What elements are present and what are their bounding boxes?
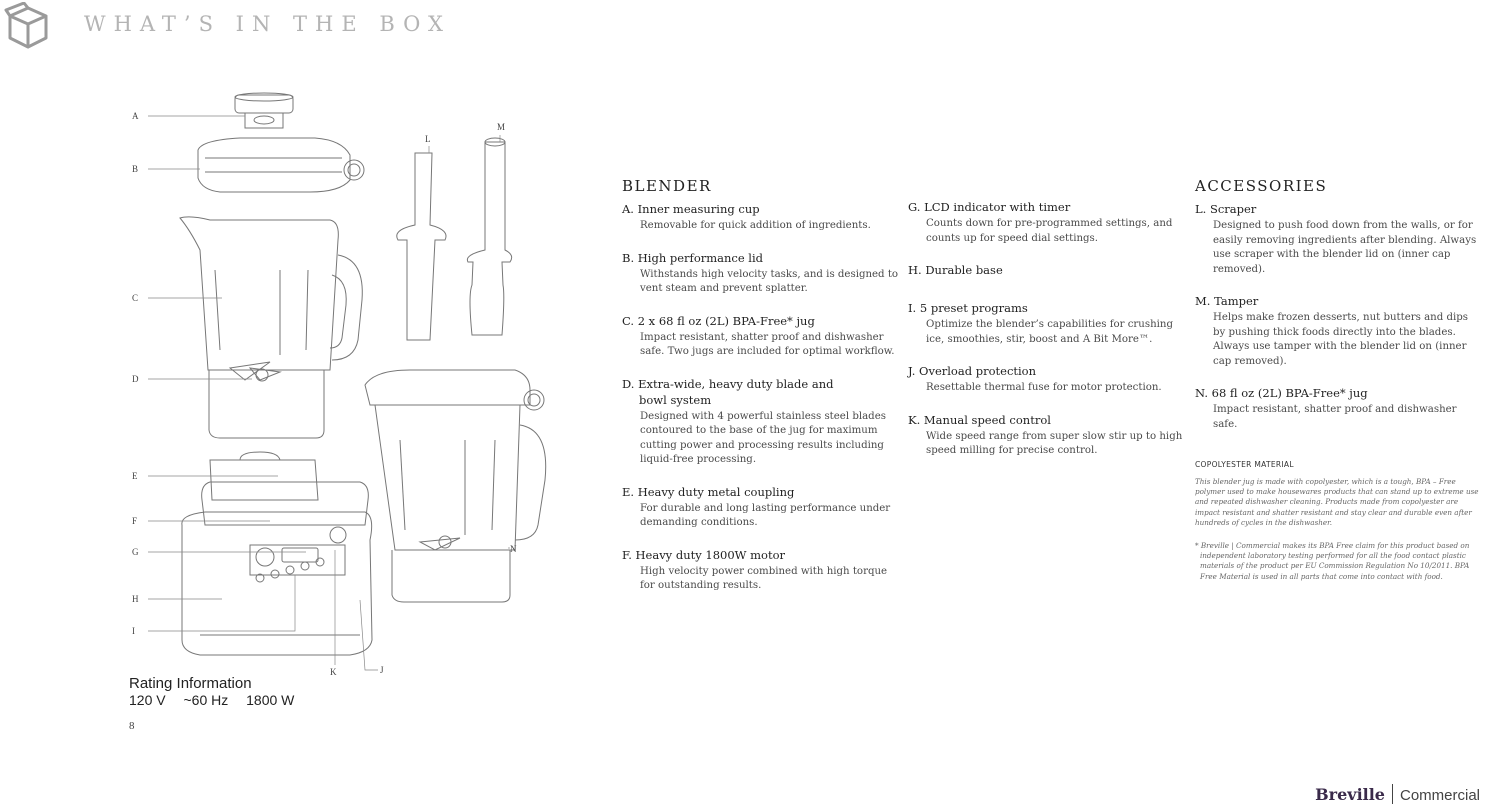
item-desc: Impact resistant, shatter proof and dishwasher safe. xyxy=(1213,404,1457,430)
item-title: B. High performance lid xyxy=(622,250,764,265)
item-title: H. Durable base xyxy=(908,263,1003,277)
item-title-line1: D. Extra-wide, heavy duty blade and xyxy=(622,376,834,391)
item-desc: Resettable thermal fuse for motor protection. xyxy=(926,382,1162,393)
list-item xyxy=(622,376,902,468)
diagram-label-a: A xyxy=(132,111,139,121)
page-title: WHAT’S IN THE BOX xyxy=(84,12,451,36)
rating-title: Rating Information xyxy=(129,675,252,692)
item-title: M. Tamper xyxy=(1195,294,1259,308)
item-desc: Withstands high velocity tasks, and is designed to vent steam and prevent splatter. xyxy=(640,268,899,294)
item-desc: High velocity power combined with high torque for outstanding results. xyxy=(640,565,888,591)
blender-diagram xyxy=(110,80,570,684)
diagram-label-b: B xyxy=(132,164,139,174)
list-item xyxy=(1195,385,1480,432)
list-item xyxy=(622,250,902,297)
list-item xyxy=(622,313,902,360)
rating-values xyxy=(129,692,308,708)
brand-sub: Commercial xyxy=(1399,787,1480,804)
item-title: C. 2 x 68 fl oz (2L) BPA-Free* jug xyxy=(622,313,815,328)
item-title: A. Inner measuring cup xyxy=(622,202,760,216)
page-number: 8 xyxy=(129,720,135,732)
diagram-label-j: J xyxy=(380,665,384,675)
rating-voltage: 120 V xyxy=(129,692,166,708)
copolyester-heading: COPOLYESTER MATERIAL xyxy=(1195,460,1294,469)
diagram-label-m: M xyxy=(497,122,506,132)
list-item xyxy=(908,300,1188,347)
blender-heading: BLENDER xyxy=(622,177,712,195)
list-item xyxy=(1195,201,1480,277)
item-desc: Optimize the blender’s capabilities for crushing ice, smoothies, stir, boost and A Bit More™. xyxy=(926,319,1173,345)
rating-frequency: ~60 Hz xyxy=(183,692,229,708)
diagram-label-f: F xyxy=(132,516,138,526)
bpa-footnote: * Breville | Commercial makes its BPA Free claim for this product based on independent laboratory testing performed for all the food contact plastic materials of the product per EU Commission Regulation No 10/2011. BPA Free Material is used in all parts that come into contact with food. xyxy=(1195,541,1470,581)
item-title: N. 68 fl oz (2L) BPA-Free* jug xyxy=(1195,386,1368,400)
accessories-section xyxy=(1195,177,1480,582)
diagram-label-i: I xyxy=(132,626,135,636)
item-desc: Removable for quick addition of ingredients. xyxy=(640,220,871,231)
item-desc: For durable and long lasting performance under demanding conditions. xyxy=(640,502,891,528)
list-item xyxy=(622,484,902,531)
item-desc: Helps make frozen desserts, nut butters and dips by pushing thick foods directly into the blades. Always use tamper with the blender lid on (inner cap removed). xyxy=(1213,312,1469,367)
list-item xyxy=(1195,293,1480,369)
item-title: E. Heavy duty metal coupling xyxy=(622,484,795,499)
item-title: G. LCD indicator with timer xyxy=(908,200,1071,214)
rating-power: 1800 W xyxy=(246,692,295,708)
item-desc: Impact resistant, shatter proof and dishwasher safe. Two jugs are included for optimal workflow. xyxy=(640,331,895,357)
item-title: J. Overload protection xyxy=(908,364,1037,378)
list-item xyxy=(622,547,902,594)
item-title-line2: bowl system xyxy=(639,392,712,407)
item-title xyxy=(622,376,902,408)
item-desc: Wide speed range from super slow stir up to high speed milling for precise control. xyxy=(926,430,1183,456)
item-title: K. Manual speed control xyxy=(908,412,1051,427)
item-desc: Designed with 4 powerful stainless steel blades contoured to the base of the jug for maximum cutting power and processing results including liquid-free processing. xyxy=(640,410,886,465)
blender-section-continued xyxy=(908,199,1188,475)
item-title: F. Heavy duty 1800W motor xyxy=(622,547,785,562)
list-item xyxy=(908,199,1188,246)
list-item xyxy=(622,201,902,234)
diagram-label-h: H xyxy=(132,594,139,604)
item-title: I. 5 preset programs xyxy=(908,301,1028,315)
item-title: L. Scraper xyxy=(1195,202,1257,216)
diagram-label-e: E xyxy=(132,471,138,481)
accessories-heading: ACCESSORIES xyxy=(1195,177,1328,195)
list-item xyxy=(908,262,1188,278)
diagram-label-l: L xyxy=(425,134,431,144)
list-item xyxy=(908,412,1188,459)
diagram-label-c: C xyxy=(132,293,139,303)
diagram-label-g: G xyxy=(132,547,139,557)
diagram-label-k: K xyxy=(330,667,337,677)
copolyester-text: This blender jug is made with copolyester, which is a tough, BPA – Free polymer used to make housewares products that can stand up to extreme use and repeated dishwasher cleaning. Products made from copolyester are impact resistant and shatter resistant and stay clear and durable even after hundreds of cycles in the dishwasher. xyxy=(1195,477,1479,527)
diagram-label-d: D xyxy=(132,374,139,384)
item-desc: Designed to push food down from the walls, or for easily removing ingredients after blending. Always use scraper with the blender lid on (inner cap removed). xyxy=(1213,220,1477,275)
diagram-label-n: N xyxy=(510,544,517,554)
blender-section xyxy=(622,177,902,610)
brand-divider xyxy=(1392,784,1393,804)
brand-name: Breville xyxy=(1315,785,1385,804)
brand-logo xyxy=(1315,784,1480,804)
item-desc: Counts down for pre-programmed settings, and counts up for speed dial settings. xyxy=(926,218,1173,244)
list-item xyxy=(908,363,1188,396)
box-icon xyxy=(4,2,52,54)
